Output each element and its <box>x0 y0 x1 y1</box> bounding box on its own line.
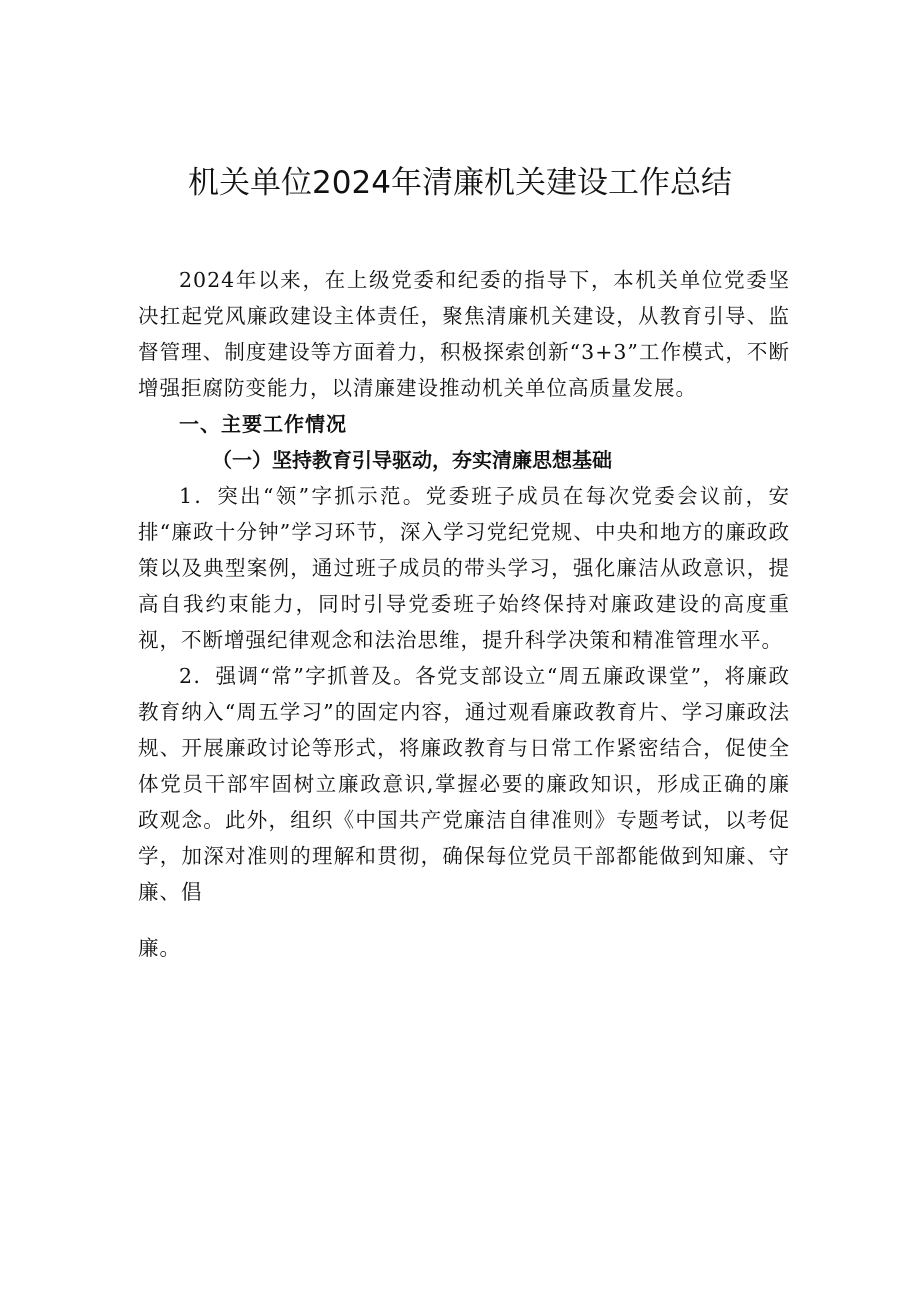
item-2-tail: 廉。 <box>138 936 181 960</box>
item-2-paragraph: 2．强调“常”字抓普及。各党支部设立“周五廉政课堂”，将廉政教育纳入“周五学习”的固定内容，通过观看廉政教育片、学习廉政法规、开展廉政讨论等形式，将廉政教育与日常工作紧密结合，促使全体党员干部牢固树立廉政意识,掌握必要的廉政知识，形成正确的廉政观念。此外，组织《中国共产党廉洁自律准则》专题考试，以考促学，加深对准则的理解和贯彻，确保每位党员干部都能做到知廉、守廉、倡 <box>138 664 790 904</box>
item-1-paragraph: 1．突出“领”字抓示范。党委班子成员在每次党委会议前，安排“廉政十分钟”学习环节，深入学习党纪党规、中央和地方的廉政政策以及典型案例，通过班子成员的带头学习，强化廉洁从政意识，提高自我约束能力，同时引导党委班子始终保持对廉政建设的高度重视，不断增强纪律观念和法治思维，提升科学决策和精准管理水平。 <box>138 484 790 652</box>
intro-paragraph: 2024年以来，在上级党委和纪委的指导下，本机关单位党委坚决扛起党风廉政建设主体责任，聚焦清廉机关建设，从教育引导、监督管理、制度建设等方面着力，积极探索创新“3+3”工作模式，不断增强拒腐防变能力，以清廉建设推动机关单位高质量发展。 <box>138 268 790 400</box>
subsection-heading: （一）坚持教育引导驱动，夯实清廉思想基础 <box>212 448 612 472</box>
document-title: 机关单位2024年清廉机关建设工作总结 <box>188 165 732 201</box>
document-body <box>138 262 790 966</box>
section-heading: 一、主要工作情况 <box>179 412 347 436</box>
